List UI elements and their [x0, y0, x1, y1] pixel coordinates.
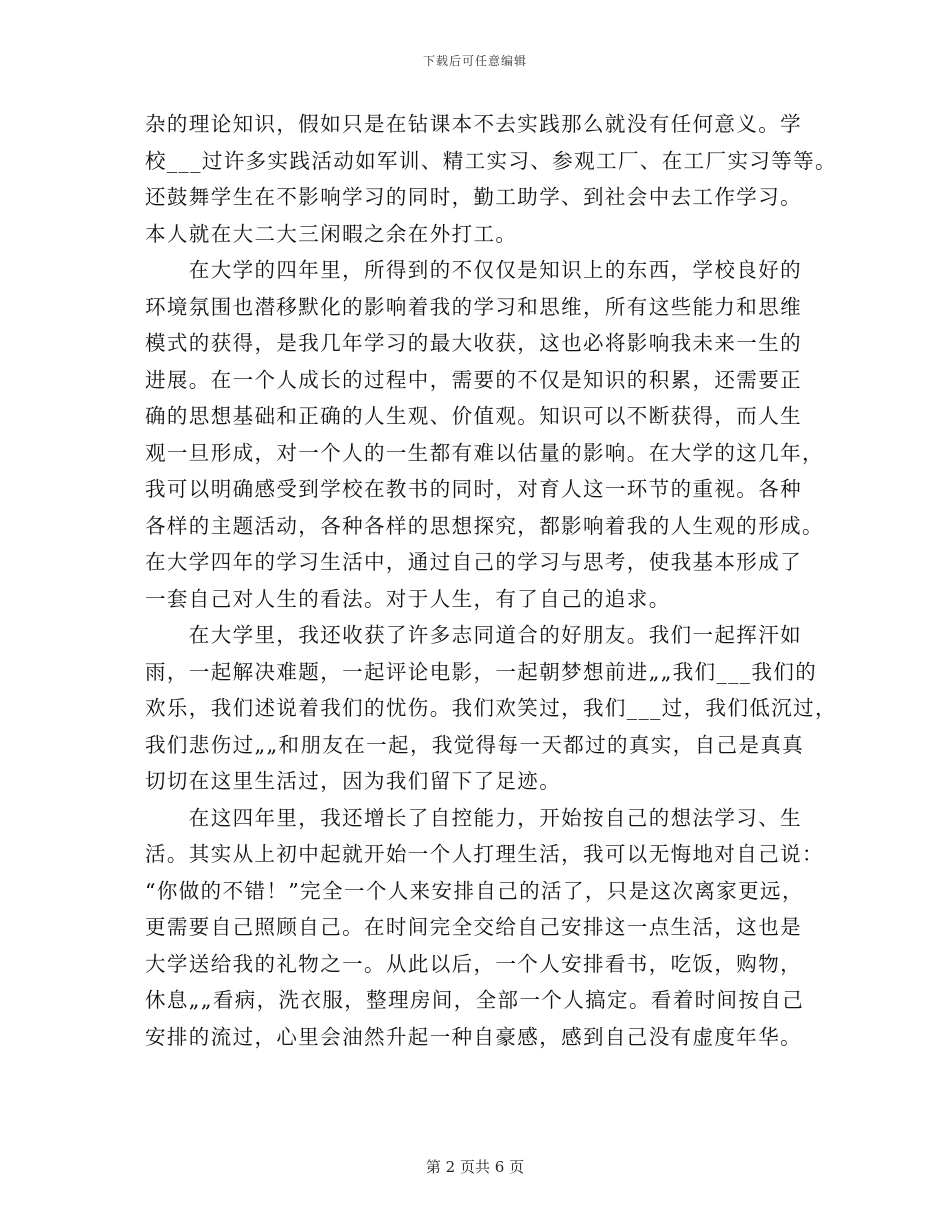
text-line: 确的思想基础和正确的人生观、价值观。知识可以不断获得，而人生 [145, 404, 802, 428]
text-line: 大学送给我的礼物之一。从此以后，一个人安排看书，吃饭，购物， [145, 951, 802, 976]
text-line: 环境氛围也潜移默化的影响着我的学习和思维，所有这些能力和思维 [145, 294, 802, 319]
text-line: 一套自己对人生的看法。对于人生，有了自己的追求。 [145, 586, 671, 611]
text-line: 休息„„看病，洗衣服，整理房间，全部一个人搞定。看着时间按自己 [145, 988, 805, 1012]
text-line: 我们悲伤过„„和朋友在一起，我觉得每一天都过的真实，自己是真真 [145, 732, 805, 757]
text-line: 进展。在一个人成长的过程中，需要的不仅是知识的积累，还需要正 [145, 367, 802, 392]
text-line: 安排的流过，心里会油然升起一种自豪感，感到自己没有虚度年华。 [145, 1024, 802, 1049]
document-body [145, 106, 837, 1055]
text-line: 活。其实从上初中起就开始一个人打理生活，我可以无悔地对自己说： [145, 842, 824, 866]
text-line: 在大学里，我还收获了许多志同道合的好朋友。我们一起挥汗如 [145, 623, 802, 647]
text-line: 在这四年里，我还增长了自控能力，开始按自己的想法学习、生 [145, 805, 802, 830]
page-number: 第 2 页共 6 页 [425, 1158, 525, 1176]
text-line: 切切在这里生活过，因为我们留下了足迹。 [145, 769, 562, 793]
text-line: 更需要自己照顾自己。在时间完全交给自己安排这一点生活，这也是 [145, 915, 802, 939]
text-line: 校___过许多实践活动如军训、精工实习、参观工厂、在工厂实习等等。 [145, 148, 837, 173]
text-line: 本人就在大二大三闲暇之余在外打工。 [145, 221, 518, 246]
text-line: 各样的主题活动，各种各样的思想探究，都影响着我的人生观的形成。 [145, 513, 824, 538]
text-line: “你做的不错！”完全一个人来安排自己的活了，只是这次离家更远， [145, 878, 804, 903]
text-line: 在大学四年的学习生活中，通过自己的学习与思考，使我基本形成了 [145, 550, 802, 574]
page-header: 下载后可任意编辑 [422, 54, 527, 68]
text-line: 雨，一起解决难题，一起评论电影，一起朝梦想前进„„我们___我们的 [145, 659, 818, 684]
text-line: 在大学的四年里，所得到的不仅仅是知识上的东西，学校良好的 [145, 258, 802, 282]
text-line: 模式的获得，是我几年学习的最大收获，这也必将影响我未来一生的 [145, 331, 802, 355]
text-line: 还鼓舞学生在不影响学习的同时，勤工助学、到社会中去工作学习。 [145, 185, 802, 209]
text-line: 我可以明确感受到学校在教书的同时，对育人这一环节的重视。各种 [145, 477, 802, 501]
text-line: 欢乐，我们述说着我们的忧伤。我们欢笑过，我们___过，我们低沉过， [145, 696, 837, 720]
text-line: 杂的理论知识，假如只是在钻课本不去实践那么就没有任何意义。学 [145, 112, 802, 136]
text-line: 观一旦形成，对一个人的一生都有难以估量的影响。在大学的这几年， [145, 440, 824, 465]
